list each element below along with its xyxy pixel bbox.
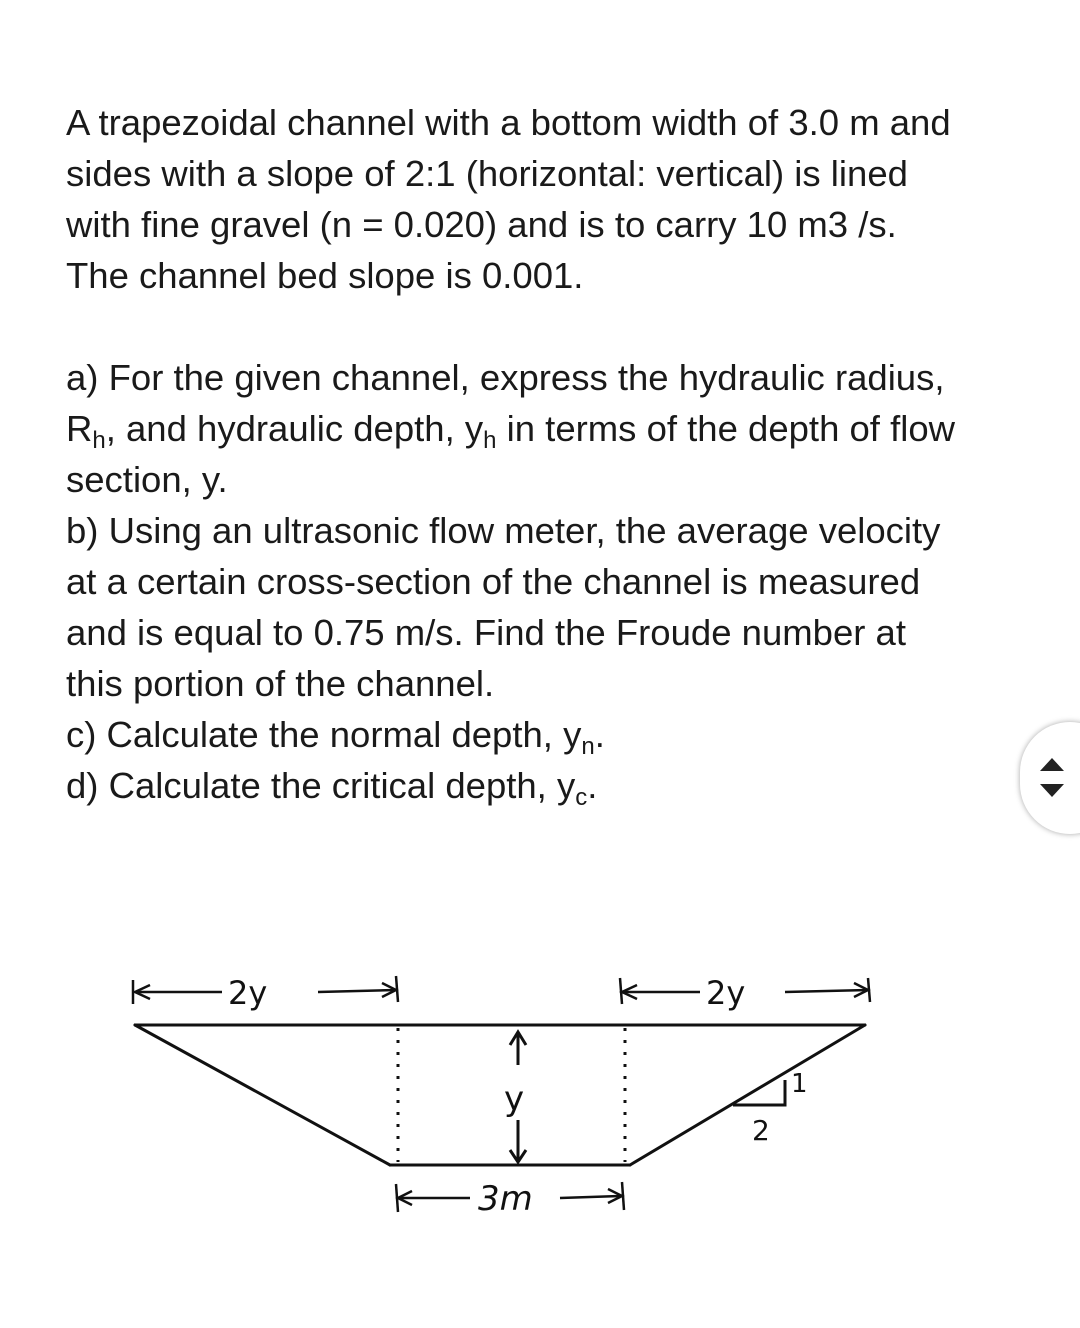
depth-label: y (504, 1079, 525, 1119)
part-c: c) Calculate the normal depth, $y_n$. (66, 714, 605, 760)
trapezoid-channel-diagram (0, 940, 1080, 1240)
problem-intro (66, 97, 1026, 301)
arrow-up-icon (1040, 758, 1064, 771)
bottom-width-label: 3m (478, 1179, 533, 1219)
right-width-label: 2y (706, 974, 746, 1012)
intro-line: with fine gravel (n = 0.020) and is to carry 10 m3 /s. (66, 204, 897, 245)
scroll-handle[interactable] (1020, 722, 1080, 834)
part-b: b) Using an ultrasonic flow meter, the average velocity at a certain cross-section of the channel is measured and is equal to 0.75 m/s. Find the Froude number at this portion of the channel. (66, 510, 941, 704)
part-d: d) Calculate the critical depth, $y_c$. (66, 765, 598, 811)
arrow-down-icon (1040, 784, 1064, 797)
slope-triangle (733, 1080, 785, 1105)
problem-statement (66, 97, 1026, 811)
right-side-slope (630, 1025, 865, 1165)
slope-rise-label: 1 (791, 1069, 808, 1099)
left-width-label: 2y (228, 974, 268, 1012)
slope-run-label: 2 (752, 1114, 770, 1147)
intro-line: The channel bed slope is 0.001. (66, 255, 584, 296)
intro-line: A trapezoidal channel with a bottom width of 3.0 m and (66, 102, 951, 143)
left-side-slope (135, 1025, 390, 1165)
intro-line: sides with a slope of 2:1 (horizontal: vertical) is lined (66, 153, 908, 194)
part-a: a) For the given channel, express the hydraulic radius, $R_h$, and hydraulic depth, $y_h$ in terms of the depth of flow section, y. (66, 357, 955, 500)
